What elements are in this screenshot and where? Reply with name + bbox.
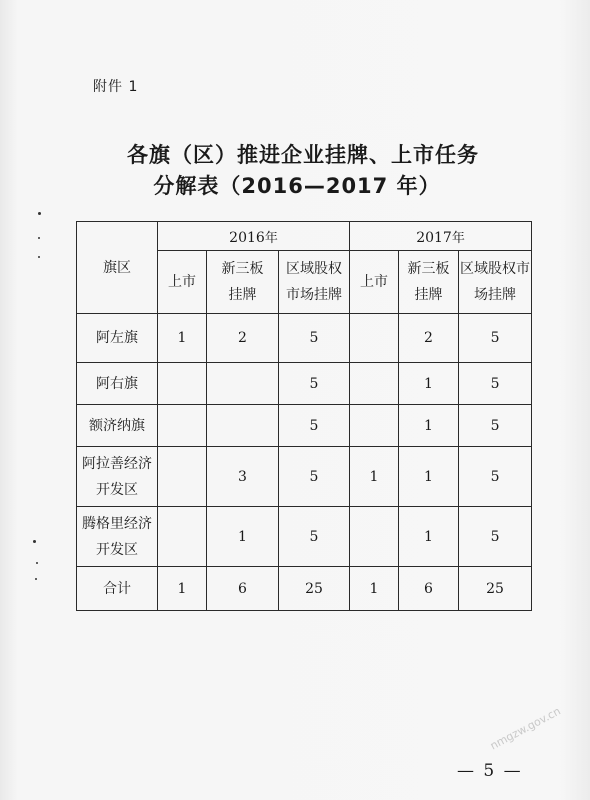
region-name: 阿右旗 — [96, 375, 138, 392]
subheader-text: 区域股权 — [286, 261, 342, 277]
subheader-text: 上市 — [360, 274, 389, 290]
year-header-2017 — [350, 222, 532, 251]
task-breakdown-table — [76, 221, 532, 611]
region-name-cell — [77, 314, 158, 363]
value-cell — [158, 405, 207, 447]
value-cell — [207, 405, 279, 447]
subheader-cell — [399, 251, 459, 314]
value-cell: 5 — [279, 507, 350, 567]
value-cell: 3 — [207, 447, 279, 507]
subheader-text: 挂牌 — [414, 287, 443, 303]
value-cell — [158, 447, 207, 507]
total-value-cell: 25 — [459, 567, 532, 611]
value-cell: 2 — [399, 314, 459, 363]
table-row — [77, 314, 532, 363]
value-cell — [158, 507, 207, 567]
total-value-cell: 6 — [399, 567, 459, 611]
subheader-text: 市场挂牌 — [286, 287, 342, 303]
value-cell: 5 — [279, 447, 350, 507]
value-cell: 1 — [399, 363, 459, 405]
year-value: 2017 — [416, 229, 452, 246]
subheader-text: 场挂牌 — [474, 287, 517, 303]
scan-speck — [38, 212, 41, 215]
row-header-label: 旗区 — [103, 259, 131, 276]
total-value-cell: 25 — [279, 567, 350, 611]
region-name: 阿拉善经济 — [82, 455, 152, 472]
value-cell: 5 — [459, 447, 532, 507]
value-cell — [350, 507, 399, 567]
scan-speck — [35, 578, 37, 580]
table-row — [77, 507, 532, 567]
total-row — [77, 567, 532, 611]
value-cell — [350, 405, 399, 447]
region-name: 开发区 — [96, 541, 138, 558]
scan-speck — [36, 562, 38, 564]
value-cell: 5 — [279, 405, 350, 447]
subheader-text: 挂牌 — [228, 287, 257, 303]
value-cell: 1 — [399, 447, 459, 507]
value-cell: 5 — [459, 314, 532, 363]
subheader-cell — [459, 251, 532, 314]
value-cell: 1 — [158, 314, 207, 363]
table-title-line-2: 分解表（2016—2017 年） — [153, 174, 441, 198]
subheader-text: 新三板 — [221, 261, 264, 277]
year-suffix: 年 — [264, 230, 278, 246]
region-name-cell — [77, 507, 158, 567]
site-watermark: nmgzw.gov.cn — [488, 704, 563, 753]
region-name-cell — [77, 447, 158, 507]
region-name: 开发区 — [96, 481, 138, 498]
region-name-cell — [77, 363, 158, 405]
year-suffix: 年 — [451, 230, 465, 246]
value-cell: 5 — [459, 507, 532, 567]
total-value-cell: 1 — [350, 567, 399, 611]
total-label-cell — [77, 567, 158, 611]
year-value: 2016 — [229, 229, 265, 246]
value-cell: 1 — [350, 447, 399, 507]
value-cell: 1 — [399, 405, 459, 447]
table-row — [77, 405, 532, 447]
subheader-text: 区域股权市 — [460, 261, 531, 277]
value-cell: 1 — [207, 507, 279, 567]
subheader-cell — [350, 251, 399, 314]
row-header-cell — [77, 222, 158, 314]
value-cell: 1 — [399, 507, 459, 567]
subheader-text: 新三板 — [407, 261, 450, 277]
year-header-row — [77, 222, 532, 251]
value-cell — [207, 363, 279, 405]
region-name: 额济纳旗 — [89, 417, 145, 434]
total-value-cell: 1 — [158, 567, 207, 611]
subheader-text: 上市 — [168, 274, 196, 290]
table-title-line-1: 各旗（区）推进企业挂牌、上市任务 — [127, 143, 479, 167]
subheader-cell — [279, 251, 350, 314]
page-number: — 5 — — [457, 761, 523, 781]
subheader-cell — [158, 251, 207, 314]
table-row — [77, 363, 532, 405]
scan-speck — [38, 237, 40, 239]
value-cell — [350, 363, 399, 405]
value-cell — [350, 314, 399, 363]
year-header-2016 — [158, 222, 350, 251]
region-name: 阿左旗 — [96, 330, 138, 346]
value-cell: 2 — [207, 314, 279, 363]
total-value-cell: 6 — [207, 567, 279, 611]
scan-speck — [38, 256, 40, 258]
table-row — [77, 447, 532, 507]
total-label: 合计 — [103, 580, 131, 597]
region-name: 腾格里经济 — [82, 515, 152, 532]
value-cell: 5 — [279, 314, 350, 363]
region-name-cell — [77, 405, 158, 447]
value-cell: 5 — [459, 405, 532, 447]
value-cell: 5 — [279, 363, 350, 405]
value-cell — [158, 363, 207, 405]
value-cell: 5 — [459, 363, 532, 405]
subheader-cell — [207, 251, 279, 314]
attachment-label: 附件 1 — [93, 79, 139, 95]
scan-speck — [33, 540, 36, 543]
